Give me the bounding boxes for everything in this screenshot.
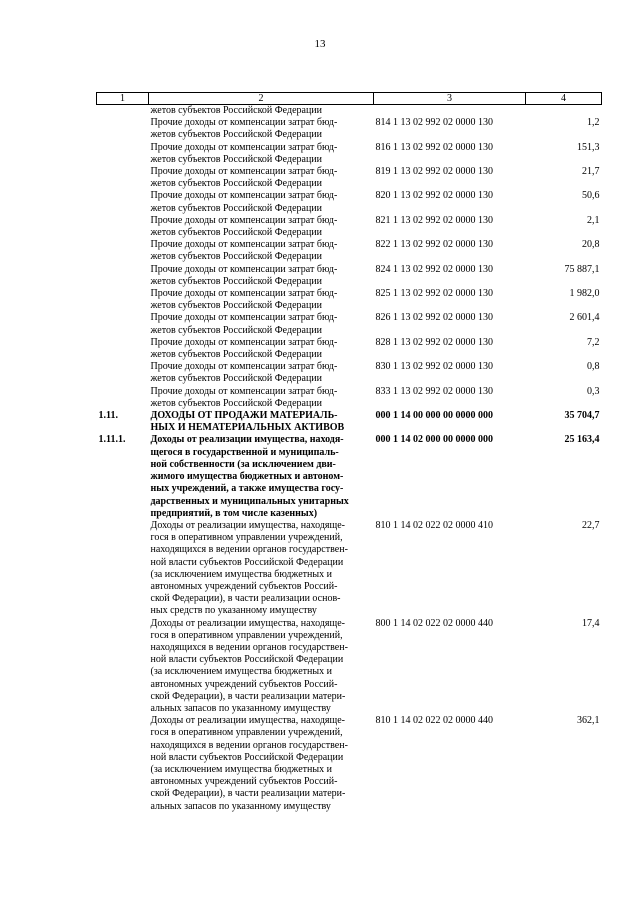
- budget-code: 825 1 13 02 992 02 0000 130: [375, 288, 493, 300]
- row-description: [149, 312, 374, 336]
- description-line: Прочие доходы от компенсации затрат бюд-: [150, 166, 338, 178]
- row-description: [149, 361, 374, 385]
- amount-value: 35 704,7: [564, 410, 600, 422]
- table-row: [97, 215, 602, 239]
- description-line: Прочие доходы от компенсации затрат бюд-: [150, 263, 338, 275]
- table-row: [97, 520, 602, 618]
- description-line: Прочие доходы от компенсации затрат бюд-: [150, 214, 338, 226]
- description-line: щегося в государственной и муниципаль-: [150, 446, 339, 458]
- description-line: ной собственности (за исключением дви-: [150, 458, 336, 470]
- budget-code: 824 1 13 02 992 02 0000 130: [375, 263, 493, 275]
- description-line: жетов субъектов Российской Федерации: [150, 275, 322, 287]
- amount-value: 151,3: [577, 141, 600, 153]
- row-number: [97, 105, 149, 118]
- description-line: ной власти субъектов Российской Федерации: [150, 751, 344, 763]
- description-line: (за исключением имущества бюджетных и: [150, 666, 332, 678]
- amount-value: 0,3: [587, 385, 600, 397]
- row-description: [149, 520, 374, 618]
- description-line: Прочие доходы от компенсации затрат бюд-: [150, 141, 338, 153]
- budget-code: 826 1 13 02 992 02 0000 130: [375, 312, 493, 324]
- table-row: [97, 715, 602, 813]
- table-row: [97, 386, 602, 410]
- description-line: дарственных и муниципальных унитарных: [150, 495, 349, 507]
- row-description: [149, 337, 374, 361]
- table-row: [97, 337, 602, 361]
- row-number: [97, 142, 149, 166]
- description-line: находящихся в ведении органов государствен-: [150, 544, 348, 556]
- row-number: [97, 386, 149, 410]
- description-line: ской Федерации), в части реализации матери-: [150, 690, 346, 702]
- row-number: [97, 715, 149, 813]
- amount-value: 20,8: [582, 239, 600, 251]
- description-line: находящихся в ведении органов государствен-: [150, 739, 348, 751]
- row-number: [97, 215, 149, 239]
- row-description: [149, 117, 374, 141]
- budget-code: 819 1 13 02 992 02 0000 130: [375, 166, 493, 178]
- budget-code: 820 1 13 02 992 02 0000 130: [375, 190, 493, 202]
- budget-code: 833 1 13 02 992 02 0000 130: [375, 385, 493, 397]
- amount-value: 2 601,4: [569, 312, 600, 324]
- row-description: [149, 105, 374, 118]
- description-line: ных учреждений, а также имущества госу-: [150, 483, 344, 495]
- description-line: Прочие доходы от компенсации затрат бюд-: [150, 117, 338, 129]
- row-number: [97, 166, 149, 190]
- description-line: жетов субъектов Российской Федерации: [150, 202, 322, 214]
- description-line: гося в оперативном управлении учреждений,: [150, 629, 343, 641]
- row-description: [149, 410, 374, 434]
- budget-code: 828 1 13 02 992 02 0000 130: [375, 336, 493, 348]
- budget-code: 800 1 14 02 022 02 0000 440: [375, 617, 493, 629]
- description-line: ных средств по указанному имуществу: [150, 605, 317, 617]
- description-line: жимого имущества бюджетных и автоном-: [150, 471, 344, 483]
- description-line: жетов субъектов Российской Федерации: [150, 227, 322, 239]
- description-line: жетов субъектов Российской Федерации: [150, 153, 322, 165]
- column-header: 2: [149, 93, 374, 105]
- row-number: [97, 337, 149, 361]
- description-line: гося в оперативном управлении учреждений,: [150, 532, 343, 544]
- budget-code: [374, 105, 526, 118]
- description-line: автономных учреждений субъектов Россий-: [150, 678, 338, 690]
- description-line: (за исключением имущества бюджетных и: [150, 568, 332, 580]
- amount-value: 362,1: [577, 715, 600, 727]
- description-line: предприятий, в том числе казенных): [150, 507, 318, 519]
- description-line: Прочие доходы от компенсации затрат бюд-: [150, 336, 338, 348]
- description-line: Доходы от реализации имущества, находя-: [150, 434, 344, 446]
- description-line: жетов субъектов Российской Федерации: [150, 397, 322, 409]
- budget-code: 830 1 13 02 992 02 0000 130: [375, 361, 493, 373]
- amount-value: 75 887,1: [564, 263, 600, 275]
- table-row: [97, 190, 602, 214]
- description-line: ной власти субъектов Российской Федерации: [150, 654, 344, 666]
- description-line: ДОХОДЫ ОТ ПРОДАЖИ МАТЕРИАЛЬ-: [150, 410, 338, 422]
- amount-value: 17,4: [582, 617, 600, 629]
- row-description: [149, 386, 374, 410]
- budget-code: 000 1 14 00 000 00 0000 000: [375, 410, 493, 422]
- row-number: [97, 312, 149, 336]
- page-number: 13: [314, 38, 326, 50]
- row-description: [149, 215, 374, 239]
- budget-code: 822 1 13 02 992 02 0000 130: [375, 239, 493, 251]
- table-row: [97, 142, 602, 166]
- description-line: жетов субъектов Российской Федерации: [150, 324, 322, 336]
- description-line: Доходы от реализации имущества, находяще-: [150, 519, 346, 531]
- row-number: [97, 264, 149, 288]
- budget-code: 810 1 14 02 022 02 0000 440: [375, 715, 493, 727]
- table-body: [97, 105, 602, 813]
- description-line: НЫХ И НЕМАТЕРИАЛЬНЫХ АКТИВОВ: [150, 422, 345, 434]
- row-number: [97, 117, 149, 141]
- amount-value: 2,1: [587, 214, 600, 226]
- row-description: [149, 190, 374, 214]
- description-line: Прочие доходы от компенсации затрат бюд-: [150, 239, 338, 251]
- description-line: жетов субъектов Российской Федерации: [150, 300, 322, 312]
- description-line: ской Федерации), в части реализации основ-: [150, 593, 341, 605]
- description-line: жетов субъектов Российской Федерации: [150, 373, 322, 385]
- description-line: жетов субъектов Российской Федерации: [150, 251, 322, 263]
- amount-value: 7,2: [587, 336, 600, 348]
- row-description: [149, 288, 374, 312]
- amount-value: 21,7: [582, 166, 600, 178]
- amount-value: [526, 105, 602, 118]
- description-line: находящихся в ведении органов государствен-: [150, 641, 348, 653]
- amount-value: 0,8: [587, 361, 600, 373]
- amount-value: 1 982,0: [569, 288, 600, 300]
- row-description: [149, 142, 374, 166]
- description-line: (за исключением имущества бюджетных и: [150, 763, 332, 775]
- row-description: [149, 618, 374, 716]
- row-number: 1.11.: [98, 410, 118, 422]
- amount-value: 22,7: [582, 519, 600, 531]
- table-row: [97, 166, 602, 190]
- column-header: 4: [526, 93, 602, 105]
- description-line: жетов субъектов Российской Федерации: [150, 105, 322, 116]
- table-row: [97, 312, 602, 336]
- amount-value: 1,2: [587, 117, 600, 129]
- budget-code: 810 1 14 02 022 02 0000 410: [375, 519, 493, 531]
- description-line: жетов субъектов Российской Федерации: [150, 129, 322, 141]
- description-line: Прочие доходы от компенсации затрат бюд-: [150, 288, 338, 300]
- row-number: [97, 520, 149, 618]
- column-header: 1: [97, 93, 149, 105]
- table-row: [97, 361, 602, 385]
- row-number: [97, 288, 149, 312]
- row-number: 1.11.1.: [98, 434, 126, 446]
- description-line: Прочие доходы от компенсации затрат бюд-: [150, 312, 338, 324]
- description-line: жетов субъектов Российской Федерации: [150, 178, 322, 190]
- column-header: 3: [374, 93, 526, 105]
- table-row: [97, 105, 602, 118]
- table-row: [97, 618, 602, 716]
- amount-value: 50,6: [582, 190, 600, 202]
- description-line: альных запасов по указанному имуществу: [150, 702, 331, 714]
- row-number: [97, 618, 149, 716]
- description-line: автономных учреждений субъектов Россий-: [150, 776, 338, 788]
- row-number: [97, 361, 149, 385]
- budget-code: 000 1 14 02 000 00 0000 000: [375, 434, 493, 446]
- row-description: [149, 264, 374, 288]
- description-line: ской Федерации), в части реализации матери-: [150, 788, 346, 800]
- table-row: [97, 264, 602, 288]
- description-line: Прочие доходы от компенсации затрат бюд-: [150, 190, 338, 202]
- row-number: [97, 190, 149, 214]
- budget-code: 821 1 13 02 992 02 0000 130: [375, 214, 493, 226]
- row-description: [149, 166, 374, 190]
- row-description: [149, 434, 374, 519]
- budget-code: 816 1 13 02 992 02 0000 130: [375, 141, 493, 153]
- revenue-table: [96, 92, 602, 813]
- budget-code: 814 1 13 02 992 02 0000 130: [375, 117, 493, 129]
- table-row: [97, 117, 602, 141]
- row-description: [149, 715, 374, 813]
- table-row: [97, 434, 602, 519]
- description-line: жетов субъектов Российской Федерации: [150, 349, 322, 361]
- description-line: гося в оперативном управлении учреждений,: [150, 727, 343, 739]
- amount-value: 25 163,4: [564, 434, 600, 446]
- row-description: [149, 239, 374, 263]
- table-row: [97, 288, 602, 312]
- table-header-row: [97, 93, 602, 105]
- table-row: [97, 410, 602, 434]
- description-line: автономных учреждений субъектов Россий-: [150, 580, 338, 592]
- description-line: Прочие доходы от компенсации затрат бюд-: [150, 385, 338, 397]
- table-row: [97, 239, 602, 263]
- description-line: альных запасов по указанному имуществу: [150, 800, 331, 812]
- description-line: Доходы от реализации имущества, находяще-: [150, 715, 346, 727]
- row-number: [97, 239, 149, 263]
- description-line: Доходы от реализации имущества, находяще-: [150, 617, 346, 629]
- description-line: Прочие доходы от компенсации затрат бюд-: [150, 361, 338, 373]
- description-line: ной власти субъектов Российской Федерации: [150, 556, 344, 568]
